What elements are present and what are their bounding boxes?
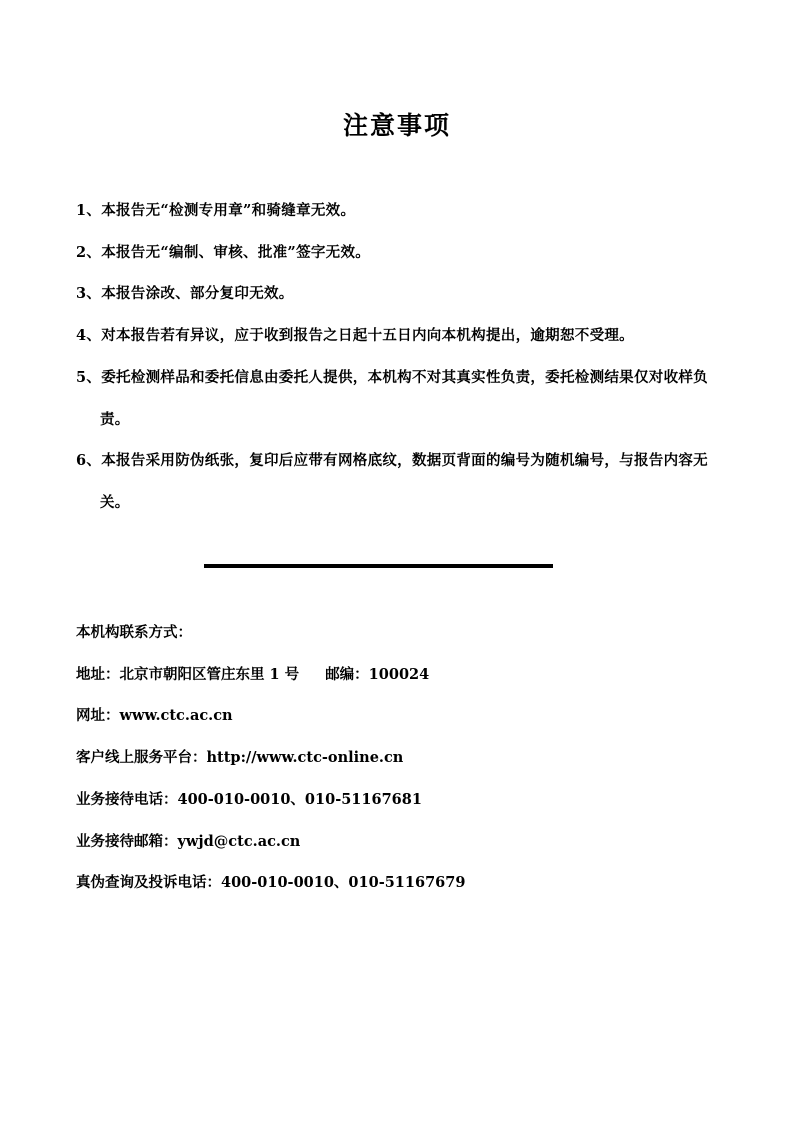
page-title: 注意事项	[342, 111, 451, 140]
notice-list	[76, 190, 716, 524]
section-divider	[204, 564, 553, 568]
notice-item-2: 2、本报告无“编制、审核、批准”签字无效。	[76, 243, 371, 261]
address-text: 地址：北京市朝阳区管庄东里 1 号	[76, 665, 300, 683]
verification-phone-line: 真伪查询及投诉电话：400-010-0010、010-51167679	[76, 874, 466, 892]
address-line	[76, 654, 736, 696]
notice-item-6: 6、本报告采用防伪纸张，复印后应带有网格底纹，数据页背面的编号为随机编号，与报告内容无关。	[76, 452, 708, 511]
notice-item-1: 1、本报告无“检测专用章”和骑缝章无效。	[76, 202, 356, 219]
business-phone-line: 业务接待电话：400-010-0010、010-51167681	[76, 790, 422, 808]
contact-heading: 本机构联系方式：	[76, 624, 192, 641]
notice-item-5: 5、委托检测样品和委托信息由委托人提供，本机构不对其真实性负责，委托检测结果仅对收样负责。	[76, 368, 708, 428]
contact-section	[76, 612, 736, 904]
postcode-text: 邮编：100024	[325, 665, 430, 683]
business-email-line: 业务接待邮箱：ywjd@ctc.ac.cn	[76, 832, 301, 850]
notice-item-3: 3、本报告涂改、部分复印无效。	[76, 285, 294, 303]
online-service-line: 客户线上服务平台：http://www.ctc-online.cn	[76, 749, 404, 767]
notice-item-4: 4、对本报告若有异议，应于收到报告之日起十五日内向本机构提出，逾期恕不受理。	[76, 327, 634, 345]
website-line: 网址：www.ctc.ac.cn	[76, 707, 233, 725]
